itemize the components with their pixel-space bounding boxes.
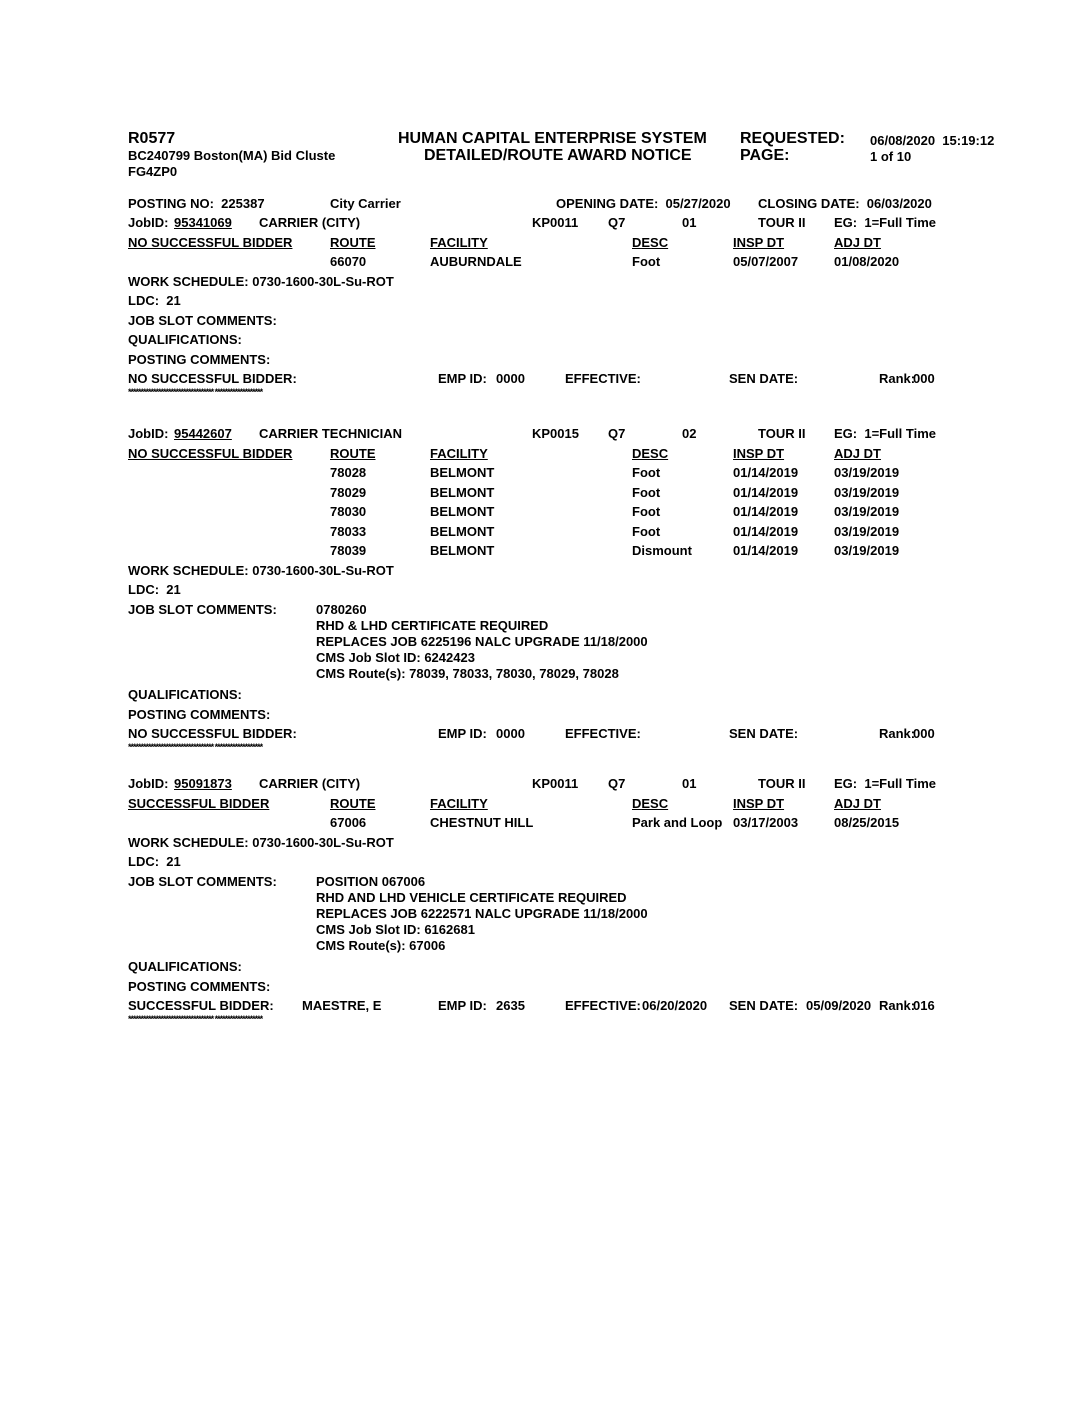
posting-no: POSTING NO: 225387 bbox=[128, 196, 265, 211]
job-q: Q7 bbox=[608, 215, 626, 230]
jobid-label: JobID: bbox=[128, 426, 169, 441]
job-tour: TOUR II bbox=[758, 776, 806, 791]
route-number: 78028 bbox=[330, 465, 367, 480]
job-tour: TOUR II bbox=[758, 215, 806, 230]
route-adj-date: 08/25/2015 bbox=[834, 815, 900, 830]
route-desc: Dismount bbox=[632, 543, 692, 558]
job-slot-comment: RHD & LHD CERTIFICATE REQUIRED bbox=[316, 617, 549, 633]
job-tour: TOUR II bbox=[758, 426, 806, 441]
route-header: ROUTE bbox=[330, 234, 376, 250]
route-desc: Foot bbox=[632, 254, 661, 269]
emp-id-value: 2635 bbox=[496, 998, 525, 1014]
job-kp: KP0011 bbox=[532, 215, 579, 230]
job-title: CARRIER (CITY) bbox=[259, 776, 361, 791]
requested-label: REQUESTED: bbox=[740, 130, 845, 147]
adj-header: ADJ DT bbox=[834, 234, 881, 250]
jobid-link[interactable]: 95341069 bbox=[174, 215, 232, 230]
route-number: 78039 bbox=[330, 543, 367, 558]
system-title: HUMAN CAPITAL ENTERPRISE SYSTEM bbox=[398, 130, 707, 147]
job-eg: EG: 1=Full Time bbox=[834, 215, 936, 230]
insp-header: INSP DT bbox=[733, 445, 785, 461]
rank-label: Rank: bbox=[879, 371, 916, 386]
job-slot-comments-label: JOB SLOT COMMENTS: bbox=[128, 312, 277, 328]
effective-label: EFFECTIVE: bbox=[565, 726, 641, 742]
rank-value: 000 bbox=[913, 371, 935, 386]
rank-label: Rank: bbox=[879, 726, 916, 742]
sen-date-value: 05/09/2020 bbox=[806, 998, 872, 1014]
ldc: LDC: 21 bbox=[128, 582, 181, 597]
separator: ********************************** ******************* bbox=[128, 387, 263, 397]
job-eg: EG: 1=Full Time bbox=[834, 426, 936, 441]
emp-id-value: 0000 bbox=[496, 371, 525, 386]
job-slot-comment: CMS Route(s): 78039, 78033, 78030, 78029, 78028 bbox=[316, 666, 619, 682]
rank-label: Rank: bbox=[879, 998, 916, 1014]
route-adj-date: 03/19/2019 bbox=[834, 484, 900, 500]
route-desc: Foot bbox=[632, 484, 661, 500]
job-slot-comment: REPLACES JOB 6222571 NALC UPGRADE 11/18/2000 bbox=[316, 905, 648, 921]
route-number: 78033 bbox=[330, 523, 367, 539]
facility-header: FACILITY bbox=[430, 234, 488, 250]
facility-header: FACILITY bbox=[430, 795, 488, 811]
route-facility: BELMONT bbox=[430, 504, 495, 519]
route-desc: Foot bbox=[632, 465, 661, 480]
bidder-label: NO SUCCESSFUL BIDDER: bbox=[128, 726, 297, 742]
jobid-link[interactable]: 95091873 bbox=[174, 776, 232, 791]
desc-header: DESC bbox=[632, 795, 669, 811]
page-value: 1 of 10 bbox=[870, 149, 912, 164]
route-desc: Park and Loop bbox=[632, 815, 723, 830]
bidder-header: SUCCESSFUL BIDDER bbox=[128, 795, 270, 811]
adj-header: ADJ DT bbox=[834, 445, 881, 461]
route-insp-date: 01/14/2019 bbox=[733, 465, 799, 480]
bidder-label: SUCCESSFUL BIDDER: bbox=[128, 998, 274, 1014]
requested-value: 06/08/2020 15:19:12 bbox=[870, 133, 995, 148]
emp-id-label: EMP ID: bbox=[438, 998, 487, 1014]
effective-label: EFFECTIVE: bbox=[565, 371, 641, 386]
closing-date: CLOSING DATE: 06/03/2020 bbox=[758, 196, 932, 211]
sen-date-label: SEN DATE: bbox=[729, 726, 799, 742]
route-number: 67006 bbox=[330, 815, 367, 830]
posting-craft: City Carrier bbox=[330, 196, 401, 211]
ldc: LDC: 21 bbox=[128, 854, 181, 869]
jobid-link[interactable]: 95442607 bbox=[174, 426, 232, 441]
route-insp-date: 01/14/2019 bbox=[733, 484, 799, 500]
job-slot-comments-label: JOB SLOT COMMENTS: bbox=[128, 873, 277, 889]
jobid-label: JobID: bbox=[128, 215, 169, 230]
org-line: BC240799 Boston(MA) Bid Cluste bbox=[128, 148, 336, 163]
route-facility: BELMONT bbox=[430, 543, 495, 558]
job-q: Q7 bbox=[608, 426, 626, 441]
route-number: 66070 bbox=[330, 254, 367, 269]
job-q: Q7 bbox=[608, 776, 626, 791]
bidder-label: NO SUCCESSFUL BIDDER: bbox=[128, 371, 297, 386]
code-line: FG4ZP0 bbox=[128, 164, 178, 179]
route-insp-date: 01/14/2019 bbox=[733, 523, 799, 539]
posting-comments-label: POSTING COMMENTS: bbox=[128, 978, 271, 994]
job-eg: EG: 1=Full Time bbox=[834, 776, 936, 791]
job-title: CARRIER TECHNICIAN bbox=[259, 426, 402, 441]
route-desc: Foot bbox=[632, 523, 661, 539]
job-num: 01 bbox=[682, 776, 697, 791]
route-facility: CHESTNUT HILL bbox=[430, 815, 534, 830]
emp-id-label: EMP ID: bbox=[438, 726, 487, 742]
job-title: CARRIER (CITY) bbox=[259, 215, 361, 230]
desc-header: DESC bbox=[632, 234, 669, 250]
desc-header: DESC bbox=[632, 445, 669, 461]
work-schedule: WORK SCHEDULE: 0730-1600-30L-Su-ROT bbox=[128, 273, 394, 289]
route-header: ROUTE bbox=[330, 445, 376, 461]
ldc: LDC: 21 bbox=[128, 293, 181, 308]
separator: ********************************** ******************* bbox=[128, 1014, 263, 1025]
notice-title: DETAILED/ROUTE AWARD NOTICE bbox=[424, 147, 692, 164]
jobid-label: JobID: bbox=[128, 776, 169, 791]
route-insp-date: 03/17/2003 bbox=[733, 815, 799, 830]
route-number: 78029 bbox=[330, 484, 367, 500]
sen-date-label: SEN DATE: bbox=[729, 998, 799, 1014]
report-id: R0577 bbox=[128, 130, 176, 147]
job-kp: KP0011 bbox=[532, 776, 579, 791]
route-header: ROUTE bbox=[330, 795, 376, 811]
route-insp-date: 01/14/2019 bbox=[733, 543, 799, 558]
sen-date-label: SEN DATE: bbox=[729, 371, 799, 386]
route-facility: BELMONT bbox=[430, 465, 495, 480]
page-label: PAGE: bbox=[740, 147, 790, 164]
effective-label: EFFECTIVE: bbox=[565, 998, 641, 1014]
posting-comments-label: POSTING COMMENTS: bbox=[128, 706, 271, 722]
route-adj-date: 03/19/2019 bbox=[834, 504, 900, 519]
job-num: 02 bbox=[682, 426, 697, 441]
opening-date: OPENING DATE: 05/27/2020 bbox=[556, 196, 731, 211]
insp-header: INSP DT bbox=[733, 234, 785, 250]
emp-id-label: EMP ID: bbox=[438, 371, 487, 386]
bidder-header: NO SUCCESSFUL BIDDER bbox=[128, 445, 293, 461]
emp-id-value: 0000 bbox=[496, 726, 525, 742]
insp-header: INSP DT bbox=[733, 795, 785, 811]
effective-value: 06/20/2020 bbox=[642, 998, 708, 1014]
job-slot-comment: RHD AND LHD VEHICLE CERTIFICATE REQUIRED bbox=[316, 889, 627, 905]
job-slot-comment: POSITION 067006 bbox=[316, 873, 426, 889]
job-slot-comment: REPLACES JOB 6225196 NALC UPGRADE 11/18/2000 bbox=[316, 633, 648, 649]
route-adj-date: 03/19/2019 bbox=[834, 465, 900, 480]
job-kp: KP0015 bbox=[532, 426, 579, 441]
separator: ********************************** ******************* bbox=[128, 742, 263, 753]
posting-comments-label: POSTING COMMENTS: bbox=[128, 351, 271, 367]
work-schedule: WORK SCHEDULE: 0730-1600-30L-Su-ROT bbox=[128, 562, 394, 578]
qualifications-label: QUALIFICATIONS: bbox=[128, 959, 242, 975]
bidder-header: NO SUCCESSFUL BIDDER bbox=[128, 234, 293, 250]
job-slot-comment: CMS Job Slot ID: 6162681 bbox=[316, 922, 475, 938]
job-slot-comment: 0780260 bbox=[316, 601, 367, 617]
route-insp-date: 01/14/2019 bbox=[733, 504, 799, 519]
bidder-name: MAESTRE, E bbox=[302, 998, 382, 1014]
route-facility: BELMONT bbox=[430, 523, 495, 539]
route-adj-date: 03/19/2019 bbox=[834, 543, 900, 558]
job-num: 01 bbox=[682, 215, 697, 230]
job-slot-comment: CMS Route(s): 67006 bbox=[316, 938, 446, 954]
qualifications-label: QUALIFICATIONS: bbox=[128, 332, 242, 347]
route-desc: Foot bbox=[632, 504, 661, 519]
facility-header: FACILITY bbox=[430, 445, 488, 461]
job-slot-comment: CMS Job Slot ID: 6242423 bbox=[316, 650, 475, 666]
route-adj-date: 03/19/2019 bbox=[834, 523, 900, 539]
adj-header: ADJ DT bbox=[834, 795, 881, 811]
job-slot-comments-label: JOB SLOT COMMENTS: bbox=[128, 601, 277, 617]
route-adj-date: 01/08/2020 bbox=[834, 254, 900, 269]
route-insp-date: 05/07/2007 bbox=[733, 254, 799, 269]
route-facility: AUBURNDALE bbox=[430, 254, 522, 269]
rank-value: 016 bbox=[913, 998, 935, 1014]
work-schedule: WORK SCHEDULE: 0730-1600-30L-Su-ROT bbox=[128, 834, 394, 850]
rank-value: 000 bbox=[913, 726, 935, 742]
qualifications-label: QUALIFICATIONS: bbox=[128, 687, 242, 703]
route-facility: BELMONT bbox=[430, 484, 495, 500]
route-number: 78030 bbox=[330, 504, 367, 519]
